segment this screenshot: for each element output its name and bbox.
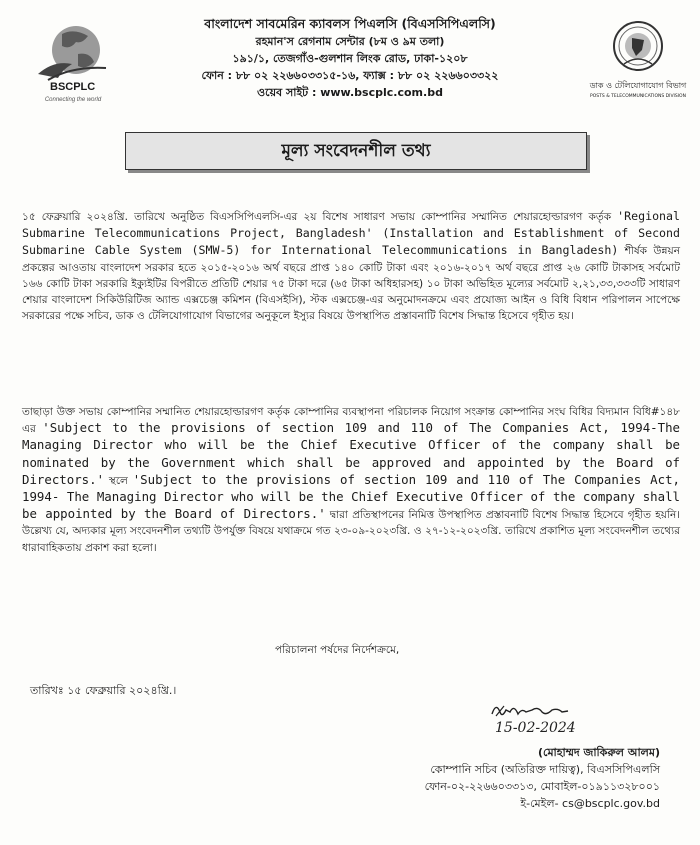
paragraph-1-text-c: শীর্ষক উন্নয়ন প্রকল্পের আওতায় বাংলাদেশ সরকার হতে ২০১৫-২০১৬ অর্থ বছরে প্রাপ্ত ১৪০ কোটি টাকা এবং ২০১৬-২০১৭ অর্থ বছরে প্রাপ্ত ২৬ কোটি টাকাসহ সর্বমোট ১৬৬ কোটি টাকা সরকারি ইক্যুইটির বিপরীতে প্রতিটি শেয়ার ৭৫ টাকা দরে (৬৫ টাকা অধিহারসহ) ১০ টাকা অভিহিত মূল্যের সর্বমোট ২,২১,৩৩,৩৩৩টি সাধারণ শেয়ার বাংলাদেশ সিকিউরিটিজ অ্যান্ড এক্সচেঞ্জ কমিশন (বিএসইসি), স্টক এক্সচেঞ্জ-এর অনুমোদনক্রমে এবং প্রযোজ্য আইন ও বিধি বিধান পরিপালন সাপেক্ষে সরকারের পক্ষে সচিব, ডাক ও টেলিযোগাযোগ বিভাগের অনুকূলে ইস্যুর বিষয়ে উপস্থাপিত প্রস্তাবনাটি বিশেষ সিদ্ধান্ত হিসেবে গৃহীত হয়। bbox=[22, 245, 680, 323]
government-seal-icon bbox=[612, 20, 664, 72]
body-paragraph-2 bbox=[22, 404, 680, 556]
company-building: রহমান'স রেগনাম সেন্টার (৮ম ও ৯ম তলা) bbox=[255, 35, 445, 48]
project-title-en: 'Regional Submarine Telecommunications Project, Bangladesh' (Installation and Establishment of Second Submarine Cable System (SMW-5) for International Telecommunications in Bangladesh) bbox=[22, 209, 680, 258]
company-phone-fax: ফোন : ৮৮ ০২ ২২৬৬০৩৩১৫-১৬, ফ্যাক্স : ৮৮ ০২ ২২৬৬০৩৩২২ bbox=[201, 69, 499, 82]
paragraph-2-text-e: দ্বারা প্রতিস্থাপনের নিমিত্ত উপস্থাপিত প্রস্তাবনাটি বিশেষ সিদ্ধান্ত হিসেবে গৃহীত হয়নি। উল্লেখ্য যে, অদ্যকার মূল্য সংবেদনশীল তথ্যটি উপর্যুক্ত বিষয়ে যথাক্রমে গত ২৩-০৯-২০২৩খ্রি. ও ২৭-১২-২০২৩খ্রি. তারিখে প্রকাশিত মূল্য সংবেদনশীল তথ্যের ধারাবাহিকতায় প্রকাশ করা হলো। bbox=[22, 509, 680, 554]
company-name: বাংলাদেশ সাবমেরিন ক্যাবলস পিএলসি (বিএসসিপিএলসি) bbox=[204, 16, 496, 31]
bscplc-logo bbox=[28, 20, 118, 110]
signatory-name: (মোহাম্মদ জাকিরুল আলম) bbox=[537, 746, 660, 759]
division-logo bbox=[582, 20, 694, 99]
by-order-line: পরিচালনা পর্ষদের নির্দেশক্রমে, bbox=[275, 644, 400, 656]
body-paragraph-1 bbox=[22, 208, 680, 324]
signatory-email: ই-মেইল- cs@bscplc.gov.bd bbox=[520, 797, 660, 810]
date-line: তারিখঃ ১৫ ফেব্রুয়ারি ২০২৪খ্রি.। bbox=[30, 684, 177, 697]
signature-date: 15-02-2024 bbox=[495, 720, 576, 736]
bscplc-logo-text: BSCPLC bbox=[50, 81, 96, 92]
letterhead bbox=[160, 14, 540, 101]
signatory-designation: কোম্পানি সচিব (অতিরিক্ত দায়িত্ব), বিএসসিপিএলসি bbox=[430, 763, 660, 776]
company-website: ওয়েব সাইট : www.bscplc.com.bd bbox=[257, 86, 443, 99]
signatory-block bbox=[340, 744, 660, 812]
document-title: মূল্য সংবেদনশীল তথ্য bbox=[125, 132, 587, 170]
globe-icon bbox=[32, 20, 114, 92]
existing-article-en: 'Subject to the provisions of section 109 and 110 of The Companies Act, 1994-The Managing Director who will be the Chief Executive Officer of the company shall be nominated by the Government which shall be approved and appointed by the Board of Directors.' bbox=[22, 420, 680, 487]
paragraph-2-text-c: স্থলে bbox=[104, 474, 133, 487]
company-address: ১৯১/১, তেজগাঁও-গুলশান লিংক রোড, ঢাকা-১২০৮ bbox=[232, 52, 468, 65]
proposed-article-en: 'Subject to the provisions of section 109 and 110 of The Companies Act, 1994- The Managing Director who will be the Chief Executive Officer of the company shall be appointed by the Board of Directors.' bbox=[22, 471, 680, 522]
signatory-contact: ফোন-০২-২২৬৬০৩৩১৩, মোবাইল-০১৯১১৩২৮০০১ bbox=[424, 780, 660, 793]
division-label-en: POSTS & TELECOMMUNICATIONS DIVISION bbox=[590, 94, 686, 99]
paragraph-2-text-a: তাছাড়া উক্ত সভায় কোম্পানির সম্মানিত শেয়ারহোল্ডারগণ কর্তৃক কোম্পানির ব্যবস্থাপনা পরিচালক নিয়োগ সংক্রান্ত কোম্পানির সংঘ বিধির বিদ্যমান বিধি#১৪৮ এর bbox=[22, 406, 680, 436]
division-label-bn: ডাক ও টেলিযোগাযোগ বিভাগ bbox=[589, 81, 687, 90]
paragraph-1-text-a: ১৫ ফেব্রুয়ারি ২০২৪খ্রি. তারিখে অনুষ্ঠিত বিএসসিপিএলসি-এর ২য় বিশেষ সাধারণ সভায় কোম্পানির সম্মানিত শেয়ারহোল্ডারগণ কর্তৃক bbox=[22, 211, 618, 223]
bscplc-tagline: Connecting the world bbox=[44, 97, 102, 103]
